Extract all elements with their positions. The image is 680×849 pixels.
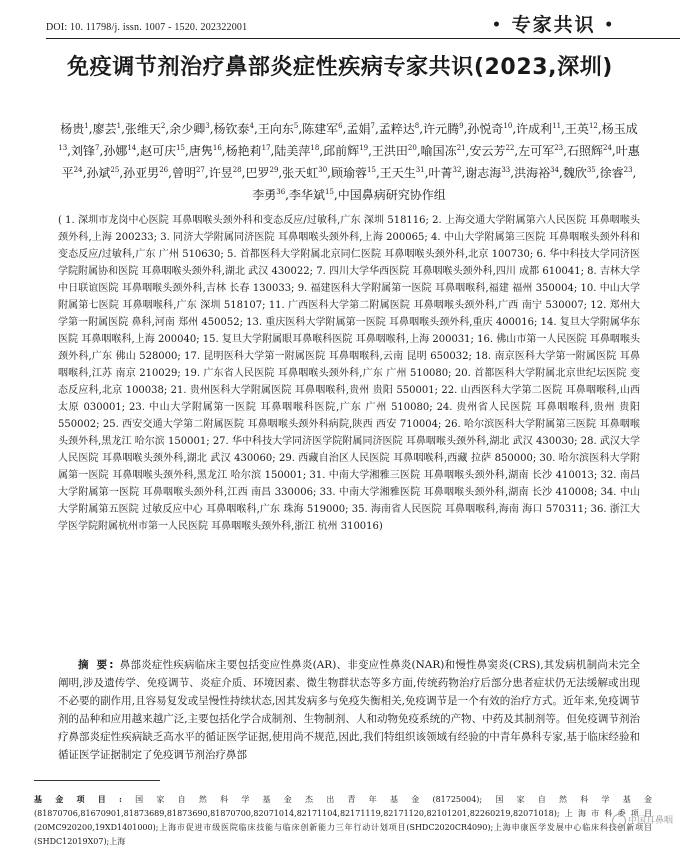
- author-name: 王英: [564, 122, 589, 136]
- author-name: 张天虹: [282, 166, 319, 180]
- abstract-text: 鼻部炎症性疾病临床主要包括变应性鼻炎(AR)、非变应性鼻炎(NAR)和慢性鼻窦炎(CRS),其发病机制尚未完全阐明,涉及遗传学、免疫调节、炎症介质、环境因素、微生物群状态等多方面,传统药物治疗后部分患者症状仍无法缓解或出现不必要的副作用,且容易复发或呈慢性持续状态,因其发病多与免疫失衡相关,免疫调节是一个有效的治疗方式。近年来,免疫调节剂的品种和应用越来越广泛,主要包括化学合成制剂、生物制剂、人和动物免疫系统的产物、中药及其制剂等。但免疫调节剂治疗鼻部炎症性疾病缺乏高水平的循证医学证据,使用尚不规范,因此,我们特组织该领域有经验的中青年鼻科专家,基于临床经验和循证医学证据制定了免疫调节剂治疗鼻部: [58, 659, 641, 761]
- author-affiliation-index: 18: [310, 144, 320, 152]
- author-name: 杨玉成: [601, 122, 638, 136]
- author-name: 魏欣: [562, 166, 587, 180]
- section-label-text: 专家共识: [511, 14, 596, 36]
- author-affiliation-index: 5: [293, 122, 299, 130]
- author-name: 孙悦奇: [467, 122, 504, 136]
- author-affiliation-index: 9: [459, 122, 464, 130]
- author-affiliation-index: 3: [205, 122, 210, 130]
- section-dot: •: [492, 17, 503, 34]
- author-affiliation-index: 34: [550, 166, 559, 174]
- article-title: 免疫调节剂治疗鼻部炎症性疾病专家共识(2023,深圳): [67, 55, 613, 80]
- author-name: 孙娜: [103, 144, 128, 158]
- author-name: 李勇: [252, 188, 277, 202]
- header-rule: [46, 38, 680, 39]
- author-affiliation-index: 24: [602, 144, 612, 152]
- author-affiliation-index: 35: [586, 166, 596, 174]
- author-affiliation-index: 24: [73, 166, 83, 174]
- author-affiliation-index: 10: [503, 122, 513, 130]
- author-affiliation-index: 36: [276, 188, 286, 196]
- author-name: 孟娟: [346, 122, 371, 136]
- author-affiliation-index: 1: [116, 122, 122, 130]
- author-affiliation-index: 14: [127, 144, 137, 152]
- author-affiliation-index: 12: [588, 122, 598, 130]
- author-affiliation-index: 15: [176, 144, 186, 152]
- author-name: 安云芳: [469, 144, 506, 158]
- author-affiliation-index: 7: [95, 144, 100, 152]
- doi-line: DOI: 10. 11798/j. issn. 1007 - 1520. 202322001: [46, 22, 248, 33]
- author-affiliation-index: 20: [407, 144, 417, 152]
- author-affiliation-index: 31: [415, 166, 425, 174]
- author-name: 叶菁: [428, 166, 453, 180]
- funding-text: 国家自然科学基金杰出青年基金(81725004);国家自然科学基金(81870706,81670901,81873689,81873690,81870700,82071014,82171104,82171119,82171120,82101201,82260219,82071018);上海市科委项目(20MC920200,19XD1401000);上海市促进市级医院临床技能与临床创新能力三年行动计划项目(SHDC2020CR4090);上海申康医学发展中心临床科技创新项目(SHDC12019X07);上海: [34, 795, 653, 846]
- watermark-text: 中国耳鼻咽: [628, 816, 674, 826]
- author-affiliation-index: 2: [160, 122, 166, 130]
- author-affiliation-index: 32: [452, 166, 462, 174]
- author-affiliation-index: 16: [212, 144, 222, 152]
- author-affiliation-index: 23: [623, 166, 633, 174]
- watermark: [612, 813, 673, 828]
- author-name: 陆美萍: [274, 144, 311, 158]
- author-name: 杨贵: [60, 122, 85, 136]
- author-name: 邱前辉: [323, 144, 360, 158]
- author-name: 王洪田: [371, 144, 408, 158]
- author-affiliation-index: 8: [414, 122, 420, 130]
- author-name: 孙亚男: [123, 166, 160, 180]
- author-name: 李华斌: [288, 188, 325, 202]
- author-affiliation-index: 4: [249, 122, 255, 130]
- author-affiliation-index: 25: [110, 166, 120, 174]
- author-name: 刘锋: [71, 144, 96, 158]
- author-affiliation-index: 23: [554, 144, 564, 152]
- page-header: [0, 0, 680, 40]
- watermark-icon: [612, 814, 626, 828]
- author-affiliation-index: 27: [195, 166, 205, 174]
- author-name: 孟粹达: [378, 122, 415, 136]
- author-affiliation-index: 21: [456, 144, 466, 152]
- affiliations: ( 1. 深圳市龙岗中心医院 耳鼻咽喉头颈外科和变态反应/过敏科,广东 深圳 518116; 2. 上海交通大学附属第六人民医院 耳鼻咽喉头颈外科,上海 200233; 3. 同济大学附属同济医院 耳鼻咽喉头颈外科,上海 200065; 4. 中山大学附属第三医院 耳鼻咽喉头颈外科和变态反应/过敏科,广东 广州 510630; 5. 首都医科大学附属北京同仁医院 耳鼻咽喉头颈外科,北京 100730; 6. 华中科技大学同济医学院附属协和医院 耳鼻咽喉头颈外科,湖北 武汉 430022; 7. 四川大学华西医院 耳鼻咽喉头颈外科,四川 成都 610041; 8. 吉林大学中日联谊医院 耳鼻咽喉头颈外科,吉林 长春 130033; 9. 福建医科大学附属第一医院 耳鼻咽喉科,福建 福州 350004; 10. 中山大学附属第七医院 耳鼻咽喉科,广东 深圳 518107; 11. 广西医科大学第二附属医院 耳鼻咽喉头颈外科,广西 南宁 530007; 12. 郑州大学第一附属医院 鼻科,河南 郑州 450052; 13. 重庆医科大学附属第一医院 耳鼻咽喉头颈外科,重庆 400016; 14. 复旦大学附属华东医院 耳鼻咽喉科,上海 200040; 15. 复旦大学附属眼耳鼻喉科医院 耳鼻咽喉科,上海 200031; 16. 佛山市第一人民医院 耳鼻咽喉头颈外科,广东 佛山 528000; 17. 昆明医科大学第一附属医院 耳鼻咽喉科,云南 昆明 650032; 18. 南京医科大学第一附属医院 耳鼻咽喉科,江苏 南京 210029; 19. 广东省人民医院 耳鼻咽喉头颈外科,广东 广州 510080; 20. 首都医科大学附属北京世纪坛医院 变态反应科,北京 100038; 21. 贵州医科大学附属医院 耳鼻咽喉科,贵州 贵阳 550001; 22. 山西医科大学第二医院 耳鼻咽喉科,山西 太原 030001; 23. 中山大学附属第一医院 耳鼻咽喉科医院,广东 广州 510080; 24. 贵州省人民医院 耳鼻咽喉科,贵州 贵阳 550002; 25. 西安交通大学第二附属医院 耳鼻咽喉头颈外科病院,陕西 西安 710004; 26. 哈尔滨医科大学附属第三医院 耳鼻咽喉头颈外科,黑龙江 哈尔滨 150001; 27. 华中科技大学同济医学院附属同济医院 耳鼻咽喉头颈外科,湖北 武汉 430030; 28. 武汉大学人民医院 耳鼻咽喉头颈外科,湖北 武汉 430060; 29. 西藏自治区人民医院 耳鼻咽喉科,西藏 拉萨 850000; 30. 哈尔滨医科大学附属第一医院 耳鼻咽喉头颈外科,黑龙江 哈尔滨 150001; 31. 中南大学湘雅三医院 耳鼻咽喉头颈外科,湖南 长沙 410013; 32. 南昌大学附属第一医院 耳鼻咽喉头颈外科,江西 南昌 330006; 33. 中南大学湘雅医院 耳鼻咽喉头颈外科,湖南 长沙 410008; 34. 中山大学附属第五医院 过敏反应中心 耳鼻咽喉科,广东 珠海 519000; 35. 海南省人民医院 耳鼻咽喉科,海南 海口 570311; 36. 浙江大学医学院附属杭州市第一人民医院 耳鼻咽喉头颈外科,浙江 杭州 310016): [58, 215, 640, 532]
- author-affiliation-index: 22: [505, 144, 515, 152]
- author-name: 巴罗: [245, 166, 270, 180]
- author-affiliation-index: 26: [159, 166, 169, 174]
- author-name: 中国鼻病研究协作组: [337, 188, 446, 202]
- author-name: 张维天: [124, 122, 161, 136]
- author-name: 许元腾: [423, 122, 460, 136]
- author-name: 杨钦泰: [213, 122, 250, 136]
- author-name: 廖芸: [92, 122, 117, 136]
- author-name: 石照辉: [566, 144, 603, 158]
- author-name: 左可军: [518, 144, 555, 158]
- author-name: 许成利: [516, 122, 553, 136]
- author-name: 唐隽: [188, 144, 213, 158]
- author-affiliation-index: 30: [318, 166, 328, 174]
- author-name: 杨艳莉: [225, 144, 262, 158]
- author-affiliation-index: 15: [325, 188, 334, 196]
- author-affiliation-index: 11: [552, 122, 562, 130]
- author-name: 徐睿: [599, 166, 624, 180]
- author-affiliation-index: 13: [58, 144, 68, 152]
- abstract-label: 摘 要:: [78, 659, 116, 671]
- author-name: 陈建军: [302, 122, 339, 136]
- funding-label: 基金项目:: [34, 794, 122, 804]
- author-name: 孙斌: [86, 166, 111, 180]
- author-name: 余少卿: [169, 122, 206, 136]
- author-name: 叶惠平: [61, 144, 640, 180]
- author-affiliation-index: 1: [84, 122, 89, 130]
- author-name: 喻国冻: [420, 144, 457, 158]
- author-name: 顾瑜蓉: [331, 166, 368, 180]
- author-name: 赵可庆: [140, 144, 177, 158]
- author-name: 许昱: [208, 166, 233, 180]
- section-label: [492, 10, 615, 37]
- author-name: 王天生: [379, 166, 416, 180]
- author-list: 杨贵$^1$,廖芸$^1$,张维天$^2$,余少卿$^3$,杨钦泰$^4$,王向东$^5$,陈建军$^6$,孟娟$^7$,孟粹达$^8$,许元腾$^9$,孙悦奇$^{10}$,许成利$^{11}$,王英$^{12}$,杨玉成$^{13}$,刘锋$^7$,孙娜$^{14}$,赵可庆$^{15}$,唐隽$^{16}$,杨艳莉$^{17}$,陆美萍$^{18}$,邱前辉$^{19}$,王洪田$^{20}$,喻国冻$^{21}$,安云芳$^{22}$,左可军$^{23}$,石照辉$^{24}$,叶惠平$^{24}$,孙斌$^{25}$,孙亚男$^{26}$,曾明$^{27}$,许昱$^{28}$,巴罗$^{29}$,张天虹$^{30}$,顾瑜蓉$^{15}$,王天生$^{31}$,叶菁$^{32}$,谢志海$^{33}$,洪海裕$^{34}$,魏欣$^{35}$,徐睿$^{23}$,李勇$^{36}$,李华斌$^{15}$,中国鼻病研究协作组: [58, 122, 640, 202]
- author-affiliation-index: 15: [367, 166, 376, 174]
- author-affiliation-index: 17: [261, 144, 271, 152]
- author-name: 王向东: [257, 122, 294, 136]
- footnote-rule: [34, 780, 160, 781]
- author-affiliation-index: 29: [269, 166, 279, 174]
- section-dot-right: •: [604, 17, 616, 34]
- author-name: 洪海裕: [514, 166, 551, 180]
- author-affiliation-index: 6: [338, 122, 343, 130]
- abstract: [58, 656, 640, 764]
- author-affiliation-index: 28: [232, 166, 242, 174]
- funding-note: [34, 792, 652, 849]
- author-affiliation-index: 33: [501, 166, 511, 174]
- author-name: 谢志海: [465, 166, 502, 180]
- author-affiliation-index: 7: [370, 122, 375, 130]
- author-name: 曾明: [171, 166, 196, 180]
- author-affiliation-index: 19: [359, 144, 369, 152]
